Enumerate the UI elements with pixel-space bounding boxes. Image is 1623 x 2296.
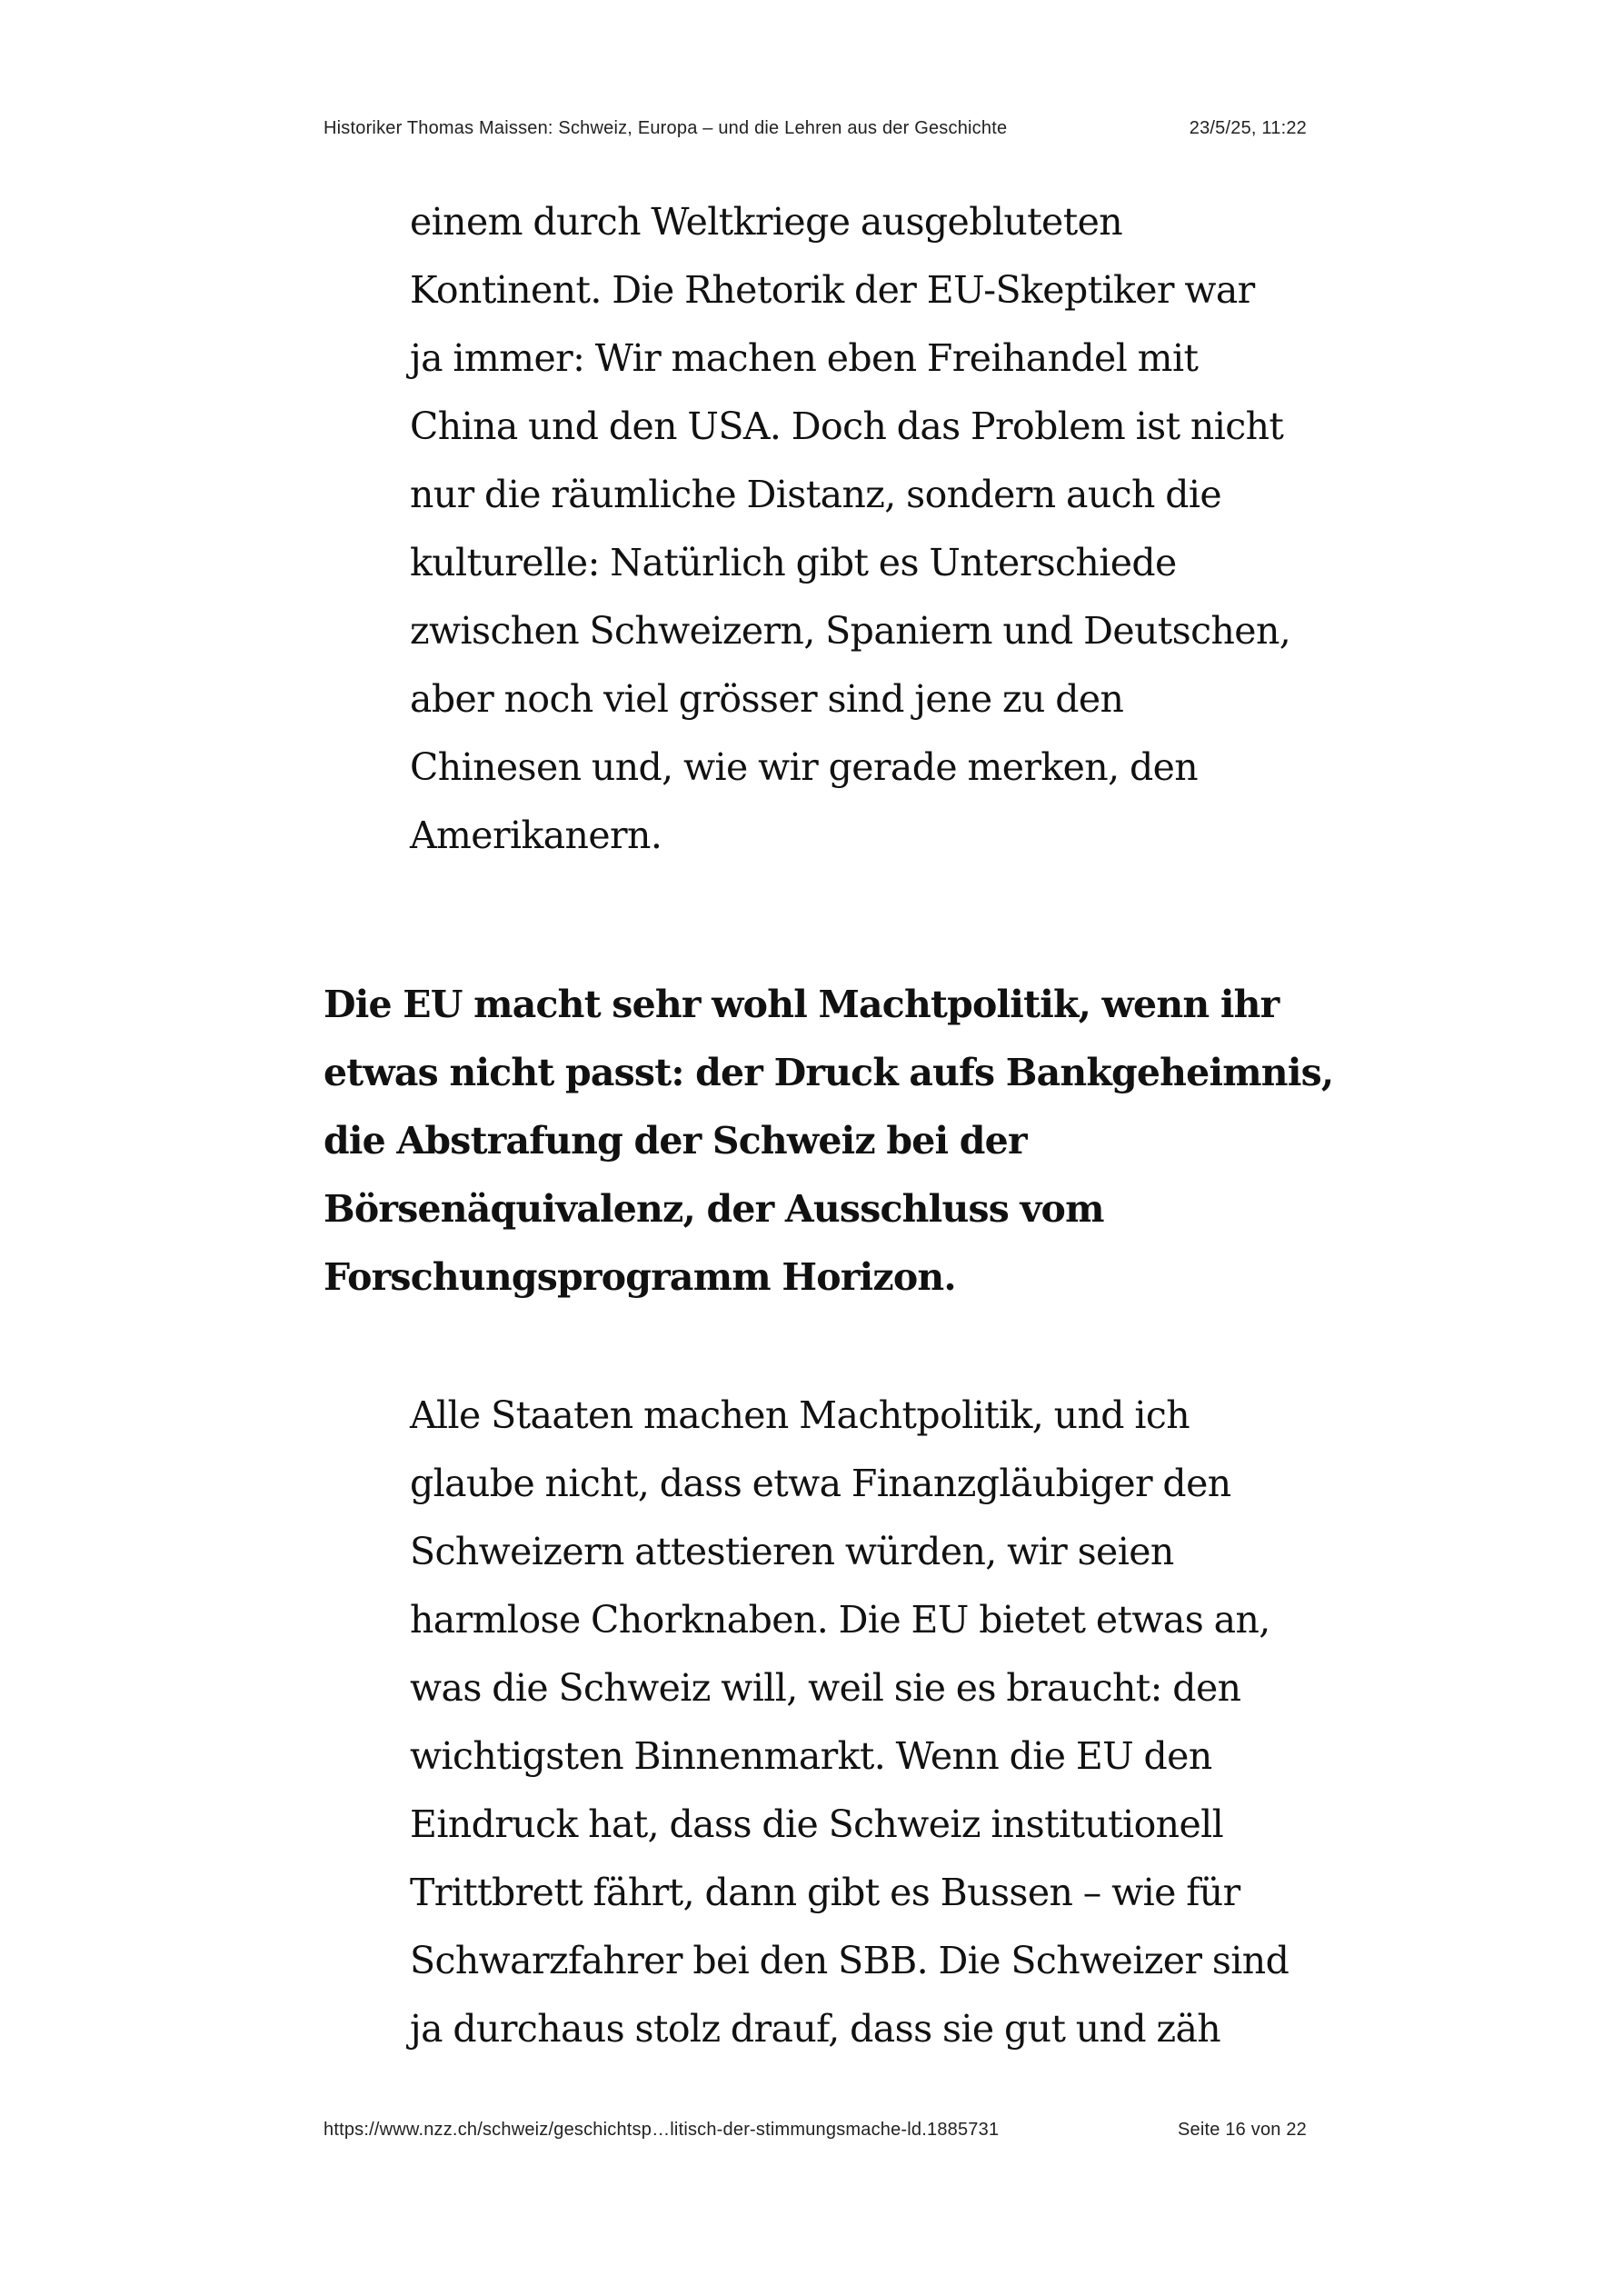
text-line: Chinesen und, wie wir gerade merken, den [410,745,1199,789]
print-footer [324,2120,1307,2141]
text-line: einem durch Weltkriege ausgebluteten [410,200,1123,244]
text-line: die Abstrafung der Schweiz bei der [324,1119,1027,1163]
print-header [324,118,1307,139]
text-line: wichtigsten Binnenmarkt. Wenn die EU den [410,1734,1212,1778]
text-line: zwischen Schweizern, Spaniern und Deutschen, [410,609,1291,653]
text-line: ja immer: Wir machen eben Freihandel mit [410,336,1199,380]
text-line: Eindruck hat, dass die Schweiz institutionell [410,1802,1224,1846]
text-line: China und den USA. Doch das Problem ist nicht [410,404,1284,448]
text-line: harmlose Chorknaben. Die EU bietet etwas an, [410,1598,1270,1642]
text-line: Trittbrett fährt, dann gibt es Bussen – wie für [410,1871,1240,1914]
text-line: ja durchaus stolz drauf, dass sie gut und zäh [410,2007,1221,2051]
source-url: https://www.nzz.ch/schweiz/geschichtsp…litisch-der-stimmungsmache-ld.1885731 [324,2120,1000,2140]
document-title: Historiker Thomas Maissen: Schweiz, Europa – und die Lehren aus der Geschichte [324,118,1008,138]
text-line: Kontinent. Die Rhetorik der EU-Skeptiker war [410,268,1255,312]
text-line: glaube nicht, dass etwa Finanzgläubiger den [410,1462,1231,1505]
text-line: Schweizern attestieren würden, wir seien [410,1530,1174,1573]
page-indicator: Seite 16 von 22 [1178,2120,1307,2140]
text-line: kulturelle: Natürlich gibt es Unterschiede [410,541,1177,584]
answer-paragraph [410,188,1319,870]
answer-paragraph [410,1382,1319,2063]
text-line: etwas nicht passt: der Druck aufs Bankgeheimnis, [324,1051,1334,1094]
text-line: aber noch viel grösser sind jene zu den [410,677,1124,721]
text-line: Börsenäquivalenz, der Ausschluss vom [324,1187,1104,1231]
text-line: Forschungsprogramm Horizon. [324,1255,956,1299]
text-line: Die EU macht sehr wohl Machtpolitik, wenn ihr [324,983,1279,1026]
interview-question [324,971,1334,1312]
text-line: was die Schweiz will, weil sie es braucht: den [410,1666,1241,1710]
text-line: nur die räumliche Distanz, sondern auch die [410,473,1222,516]
text-line: Schwarzfahrer bei den SBB. Die Schweizer sind [410,1939,1289,1982]
print-datetime: 23/5/25, 11:22 [1189,118,1307,138]
text-line: Amerikanern. [410,814,662,857]
text-line: Alle Staaten machen Machtpolitik, und ich [410,1393,1190,1437]
